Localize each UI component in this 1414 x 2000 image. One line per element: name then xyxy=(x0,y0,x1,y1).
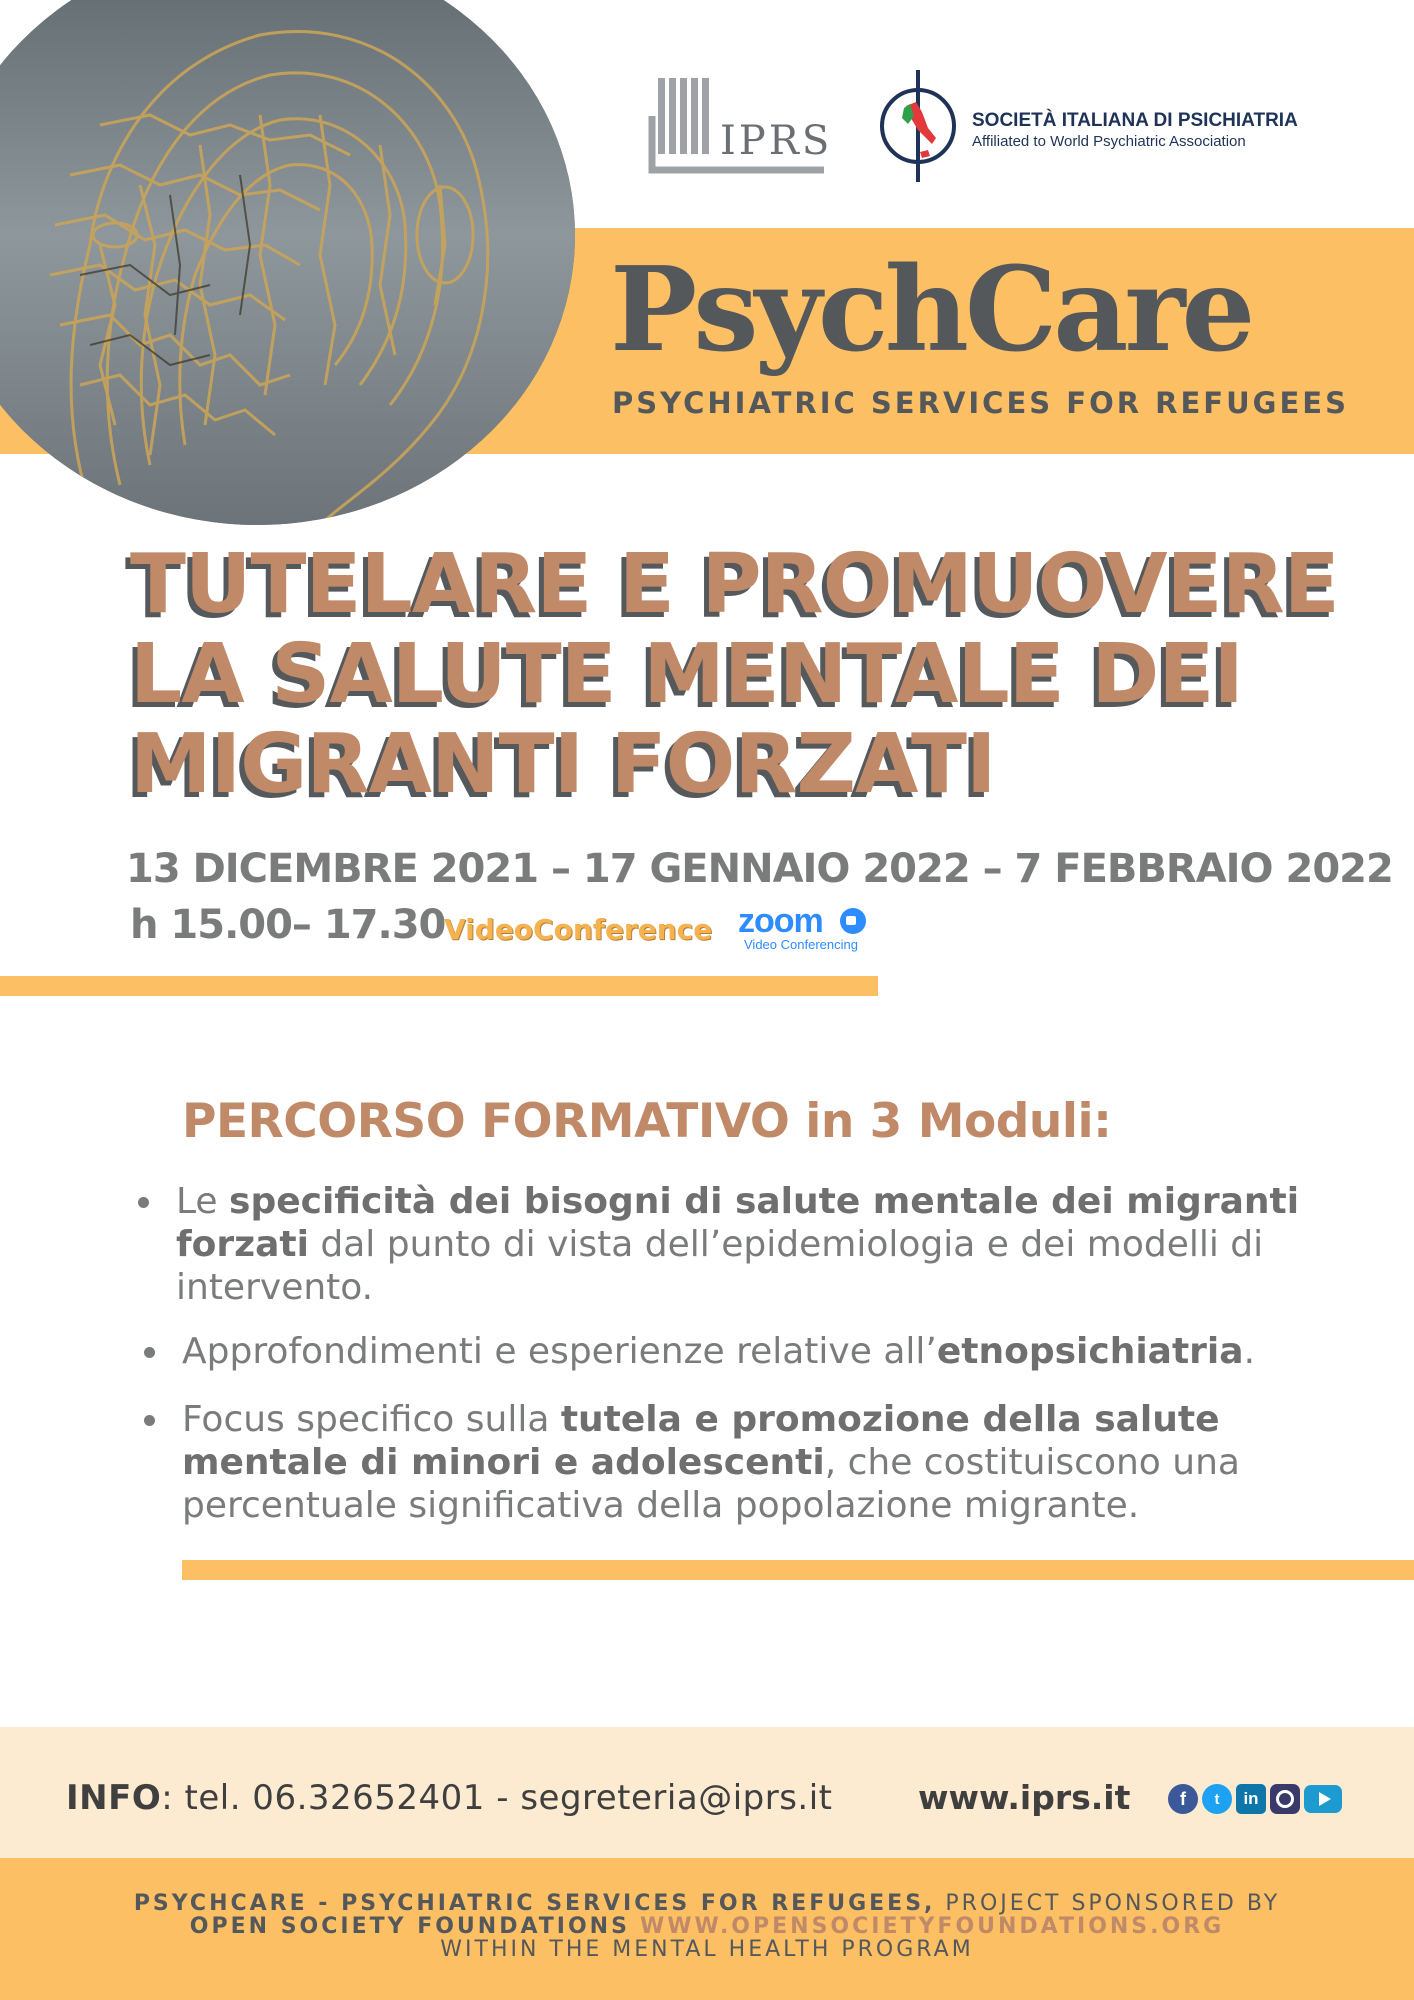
youtube-icon[interactable] xyxy=(1304,1785,1342,1813)
sip-affiliation: Affiliated to World Psychiatric Association xyxy=(972,133,1246,150)
zoom-logo xyxy=(738,902,878,954)
footer-sponsored-text: PROJECT SPONSORED BY xyxy=(935,1891,1281,1916)
twitter-icon[interactable]: t xyxy=(1202,1784,1232,1814)
course-bullet-2 xyxy=(182,1330,1322,1373)
bullet-bold-text: tutela e promozione della salute mentale di minori e adolescenti xyxy=(182,1399,1220,1483)
footer-line-2 xyxy=(0,1915,1414,1938)
psychcare-title: PsychCare xyxy=(610,242,1252,378)
bullet-text: . xyxy=(1243,1331,1256,1372)
zoom-camera-icon xyxy=(840,908,866,934)
footer-line-3: WITHIN THE MENTAL HEALTH PROGRAM xyxy=(440,1937,974,1962)
bullet-text: Approfondimenti e esperienze relative all’ xyxy=(182,1331,937,1372)
bullet-bold-text: etnopsichiatria xyxy=(936,1331,1244,1372)
divider-bar xyxy=(182,1560,1414,1580)
zoom-wordmark: zoom xyxy=(738,902,823,940)
course-bullet-3 xyxy=(182,1398,1322,1527)
sip-logo-icon xyxy=(876,68,960,184)
instagram-icon[interactable] xyxy=(1270,1784,1300,1814)
main-heading-line-1: TUTELARE E PROMUOVERE xyxy=(130,537,1339,632)
main-heading-line-2: LA SALUTE MENTALE DEI xyxy=(130,627,1243,722)
footer-line-1 xyxy=(0,1892,1414,1915)
info-label: INFO xyxy=(66,1778,162,1818)
footer-project-name: PSYCHCARE - PSYCHIATRIC SERVICES FOR REFUGEES, xyxy=(133,1891,936,1916)
zoom-tagline: Video Conferencing xyxy=(744,937,858,952)
bullet-text: Focus specifico sulla xyxy=(182,1399,561,1440)
iprs-logo-text: IPRS xyxy=(720,118,833,164)
bullet-text: , che costituiscono una percentuale significativa della popolazione migrante. xyxy=(182,1442,1240,1526)
sip-society-name: SOCIETÀ ITALIANA DI PSICHIATRIA xyxy=(972,110,1298,131)
course-title: PERCORSO FORMATIVO in 3 Moduli: xyxy=(182,1094,1112,1149)
bullet-text: dal punto di vista dell’epidemiologia e dei modelli di intervento. xyxy=(176,1224,1264,1308)
main-heading-line-3: MIGRANTI FORZATI xyxy=(130,717,996,812)
bullet-dot-icon xyxy=(138,1197,149,1208)
footer-sponsor-name: OPEN SOCIETY FOUNDATIONS xyxy=(189,1914,630,1939)
footer-sponsor-url[interactable]: WWW.OPENSOCIETYFOUNDATIONS.ORG xyxy=(639,1914,1225,1939)
psychcare-subtitle: PSYCHIATRIC SERVICES FOR REFUGEES xyxy=(612,386,1349,420)
videoconference-label: VideoConference xyxy=(444,913,713,946)
bullet-dot-icon xyxy=(144,1347,155,1358)
footer-credits xyxy=(0,1892,1414,1961)
linkedin-icon[interactable]: in xyxy=(1236,1784,1266,1814)
contact-info xyxy=(66,1778,833,1818)
bullet-text: Le xyxy=(176,1181,230,1222)
contact-details: : tel. 06.32652401 - segreteria@iprs.it xyxy=(161,1778,833,1818)
website-link[interactable]: www.iprs.it xyxy=(918,1778,1131,1817)
event-dates: 13 DICEMBRE 2021 – 17 GENNAIO 2022 – 7 FEBBRAIO 2022 xyxy=(126,846,1393,892)
facebook-icon[interactable]: f xyxy=(1168,1784,1198,1814)
course-bullet-1 xyxy=(176,1180,1316,1309)
divider-bar xyxy=(0,976,878,996)
bullet-dot-icon xyxy=(144,1415,155,1426)
event-time: h 15.00– 17.30 xyxy=(130,902,446,948)
main-heading xyxy=(130,537,1380,812)
bullet-bold-text: specificità dei bisogni di salute mentale dei migranti forzati xyxy=(176,1181,1300,1265)
